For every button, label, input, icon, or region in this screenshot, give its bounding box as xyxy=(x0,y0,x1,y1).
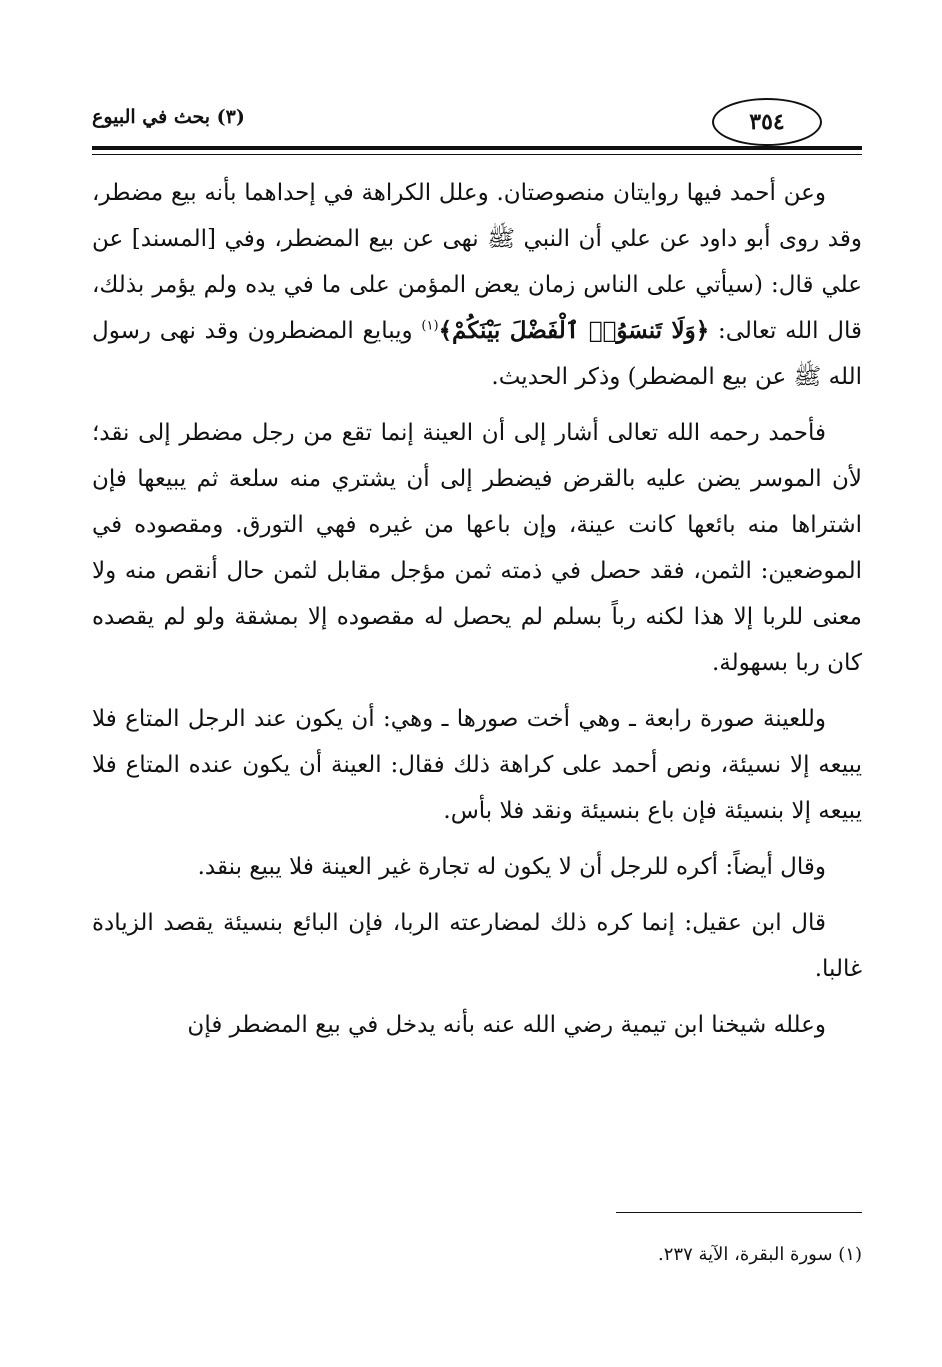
page-number: ٣٥٤ xyxy=(712,98,822,146)
body-text xyxy=(92,170,862,1058)
page-header xyxy=(92,98,862,148)
paragraph-4: وقال أيضاً: أكره للرجل أن لا يكون له تجارة غير العينة فلا يبيع بنقد. xyxy=(197,854,826,880)
header-rule-thin xyxy=(92,154,862,155)
paragraph-3: وللعينة صورة رابعة ـ وهي أخت صورها ـ وهي: أن يكون عند الرجل المتاع فلا يبيعه إلا نسيئة، ونص أحمد على كراهة ذلك فقال: العينة أن يكون عنده المتاع فلا يبيعه إلا بنسيئة فإن باع بنسيئة ونقد فلا بأس. xyxy=(92,706,862,824)
paragraph-2: فأحمد رحمه الله تعالى أشار إلى أن العينة إنما تقع من رجل مضطر إلى نقد؛ لأن الموسر يضن عليه بالقرض فيضطر إلى أن يشتري منه سلعة ثم يبيعها فإن اشتراها منه بائعها كانت عينة، وإن باعها من غيره فهي التورق. ومقصوده في الموضعين: الثمن، فقد حصل في ذمته ثمن مؤجل مقابل لثمن حال أنقص منه ولا معنى للربا إلا هذا لكنه رباً بسلم لم يحصل له مقصوده إلا بمشقة ولو لم يقصده كان ربا بسهولة. xyxy=(92,420,862,676)
paragraph-5: قال ابن عقيل: إنما كره ذلك لمضارعته الربا، فإن البائع بنسيئة يقصد الزيادة غالبا. xyxy=(92,910,862,982)
paragraph-6: وعلله شيخنا ابن تيمية رضي الله عنه بأنه يدخل في بيع المضطر فإن xyxy=(187,1012,826,1038)
footnote-marker[interactable]: (١) xyxy=(421,318,439,334)
paragraph-1-part-a: وعن أحمد فيها روايتان منصوصتان. وعلل الكراهة في إحداهما بأنه بيع مضطر، وقد روى أبو داود عن علي أن النبي ﷺ نهى عن بيع المضطر، وفي [المسند] عن علي قال: (سيأتي على الناس زمان يعض المؤمن على ما في يده ولم يؤمر بذلك، قال الله تعالى: xyxy=(92,180,863,344)
footnote: (١) سورة البقرة، الآية ٢٣٧. xyxy=(658,1244,862,1265)
header-rule-thick xyxy=(92,146,862,150)
quran-verse: ﴿وَلَا تَنسَوُا۟ ٱلْفَضْلَ بَيْنَكُمْ﴾ xyxy=(438,317,710,344)
running-title: (٣) بحث في البيوع xyxy=(92,106,245,128)
footnote-rule xyxy=(616,1212,862,1213)
paragraph-1 xyxy=(92,170,862,400)
paragraph-1-part-b: ويبايع المضطرون وقد نهى رسول الله ﷺ عن بيع المضطر) وذكر الحديث. xyxy=(92,318,862,390)
